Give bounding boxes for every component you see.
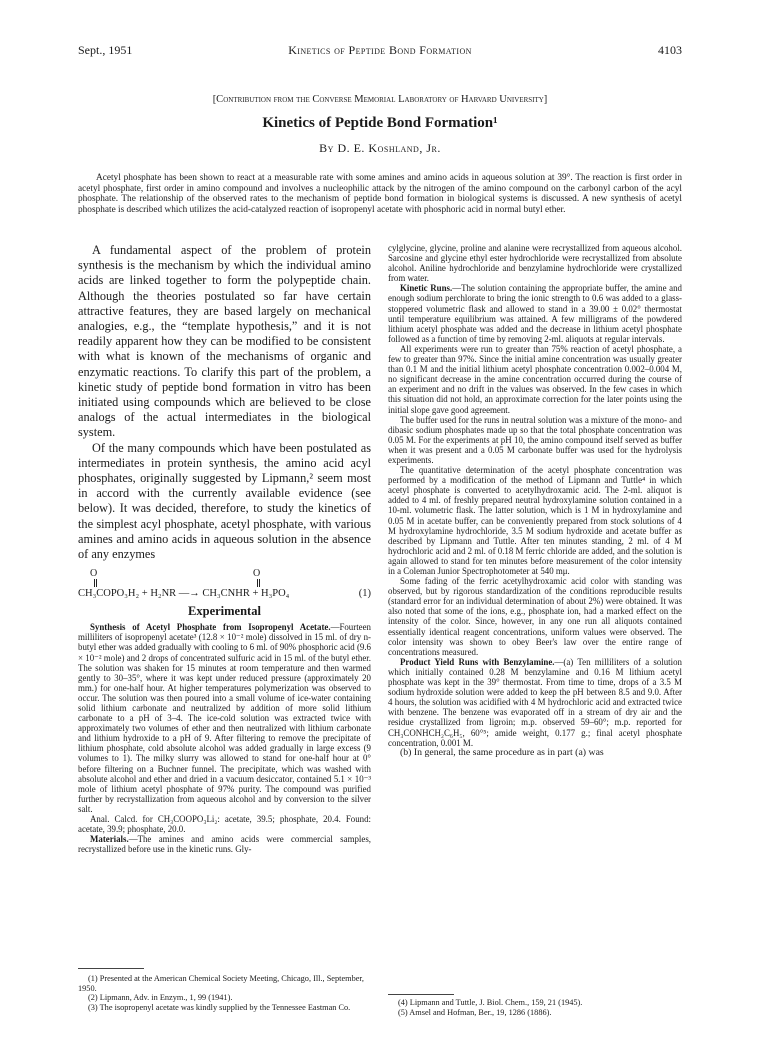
article-title: Kinetics of Peptide Bond Formation¹ [262, 115, 498, 131]
double-bond-right-2 [259, 579, 261, 587]
footnote-2: (2) Lipmann, Adv. in Enzym., 1, 99 (1941). [88, 993, 233, 1003]
contribution-line: [Contribution from the Converse Memorial Laboratory of Harvard University] [212, 94, 548, 105]
kinetic-runs-body: —The solution containing the appropriate buffer, the amine and enough sodium perchlorate to bring the ionic strength to 0.6 was added to a glass-stoppered volumetric flask and allowed to stand in a 39.00 ± 0.02° thermostat until temperature equilibrium was attained. A few milligrams of the powdered lithium acetyl phosphate was added and the decrease in lithium acetyl phosphate followed as a function of time by removing 2-ml. aliquots at regular intervals. [388, 283, 682, 344]
synthesis-body: —Fourteen milliliters of isopropenyl acetate³ (12.8 × 10⁻² mole) dissolved in 15 ml. of dry n-butyl ether was added gradually with cooling to 6 ml. of 90% phosphoric acid (9.6 × 10⁻² mole) and 2 drops of concentrated sulfuric acid in 15 ml. of the butyl ether. The solution was shaken for 15 minutes at room temperature and then warmed gently to 30–35°, where it was kept under reduced pressure (approximately 20 mm.) for one-half hour. At higher temperatures polymerization was observed to occur. The solution was then poured into a small volume of ice-water containing solid lithium carbonate and neutralized by addition of more solid lithium carbonate to a pH of 3–4. The ice-cold solution was extracted twice with approximately two volumes of ether and then neutralized with lithium carbonate and lithium hydroxide to a pH of 9. After filtering to remove the precipitate of lithium phosphate, cold absolute alcohol was added gradually in large excess (9 volumes to 1). The milky slurry was allowed to stand for one-half hour at 0° before filtering on a Buchner funnel. The precipitate, which was washed with absolute alcohol and ether and dried in a vacuum desiccator, contained 5.1 × 10⁻³ mole of lithium acetyl phosphate of 97% purity. The compound was purified further by recrystallization from aqueous alcohol and by conversion to the silver salt. [78, 622, 371, 814]
author-line: By D. E. Koshland, Jr. [319, 141, 441, 155]
abstract: Acetyl phosphate has been shown to react at a measurable rate with some amines and amino acids in aqueous solution at 39°. The reaction is first order in acetyl phosphate, first order in amino compound and involves a nucleophilic attack by the nitrogen of the amino compound on the carbonyl carbon of the acyl phosphate. The relationship of the observed rates to the mechanism of peptide bond formation in biological systems is discussed. A new synthesis of acetyl phosphate is described which utilizes the acid-catalyzed reaction of isopropenyl acetate with phosphoric acid in normal butyl ether. [78, 173, 682, 216]
materials-continued: cylglycine, glycine, proline and alanine were recrystallized from aqueous alcohol. Sarcosine and glycine ethyl ester hydrochloride were recrystallized from absolute alcohol. Aniline hydrochloride and benzylamine hydrochloride were crystallized from water. [388, 243, 682, 284]
carbonyl-oxygen-right: O [253, 568, 261, 580]
analysis-paragraph: Anal. Calcd. for CH₃COOPO₃Li₂: acetate, 39.5; phosphate, 20.4. Found: acetate, 39.9; phosphate, 20.0. [78, 814, 371, 835]
equation-text: CH₃COPO₃H₂ + H₂NR —→ CH₃CNHR + H₃PO₄ [78, 588, 290, 600]
kinetic-runs-paragraph [388, 283, 682, 344]
footnote-rule-left [78, 968, 144, 969]
intro-paragraph-2: Of the many compounds which have been postulated as intermediates in protein synthesis, the amino acid acyl phosphates, originally suggested by Lipmann,² seem most in accord with the currently available evidence (see below). It was decided, therefore, to study the kinetics of the simplest acyl phosphate, acetyl phosphate, with various amines and amino acids in aqueous solution in the absence of any enzymes [78, 440, 371, 562]
running-title: Kinetics of Peptide Bond Formation [288, 43, 472, 57]
footnote-1: (1) Presented at the American Chemical Society Meeting, Chicago, Ill., September, 1950. [78, 974, 364, 993]
footnote-4: (4) Lipmann and Tuttle, J. Biol. Chem., 159, 21 (1945). [398, 998, 583, 1007]
product-yield-paragraph [388, 657, 682, 748]
issue-date: Sept., 1951 [78, 43, 133, 57]
synthesis-paragraph [78, 622, 371, 814]
kinetic-runs-heading: Kinetic Runs. [400, 283, 453, 294]
double-bond-left-2 [96, 579, 98, 587]
footnotes-left [78, 974, 371, 1012]
product-yield-body: —(a) Ten milliliters of a solution which initially contained 0.28 M benzylamine and 0.16 M lithium acetyl phosphate was kept in the 39° thermostat. From time to time, drops of a 3.5 M sodium hydroxide solution were added to keep the pH between 8.5 and 9.0. After 4 hours, the solution was acidified with 4 M hydrochloric acid and extracted twice with benzene. The benzene was evaporated off in a stream of dry air and the residue crystallized from ligroin; m.p. observed 59–60°; m.p. reported for CH₃CONHCH₂C₆H₅, 60°⁵; amide weight, 0.177 g.; final acetyl phosphate concentration, 0.001 M. [388, 656, 682, 748]
synthesis-heading: Synthesis of Acetyl Phosphate from Isopropenyl Acetate. [90, 622, 331, 633]
materials-paragraph [78, 834, 371, 854]
footnote-3: (3) The isopropenyl acetate was kindly supplied by the Tennessee Eastman Co. [88, 1002, 351, 1012]
intro-paragraph-1: A fundamental aspect of the problem of protein synthesis is the mechanism by which the individual amino acids are linked together to form the polypeptide chain. Although the theories postulated so far have certain attractive features, they are based largely on mechanical analogies, e.g., the “template hypothesis,” and it is not readily apparent how they can be modified to be consistent with what is known of the mechanisms of organic and enzymatic reactions. To clarify this part of the problem, a kinetic study of peptide bond formation in vitro has been initiated using compounds which are believed to be close analogs of the actual intermediates in the biological system. [78, 243, 371, 440]
reaction-equation [78, 568, 371, 602]
materials-heading: Materials. [90, 834, 129, 845]
footnote-5: (5) Amsel and Hofman, Ber., 19, 1286 (1886). [398, 1007, 552, 1017]
fading-paragraph: Some fading of the ferric acetylhydroxamic acid color with standing was observed, but by rigorous standardization of the conditions reproducible results (standard error for an individual determination of about 2%) were obtained. It was also noted that some of the ions, e.g., phosphate ion, had a marked effect on the intensity of the color. Since, however, in any one run all aliquots contained essentially identical reagent concentrations, uniform values were observed. The color intensity was shown to obey Beer's law over the entire range of concentrations measured. [388, 576, 682, 657]
buffer-paragraph: The buffer used for the runs in neutral solution was a mixture of the mono- and dibasic sodium phosphates made up so that the total phosphate concentration was 0.05 M. For the experiments at pH 10, the amino compound itself served as buffer when it was present and a 0.05 M carbonate buffer was used for the hydrolysis experiments. [388, 414, 682, 465]
page-number: 4103 [658, 43, 682, 57]
running-head [78, 43, 682, 59]
footnotes-right [388, 998, 682, 1017]
equation-number: (1) [358, 588, 371, 600]
carbonyl-oxygen-left: O [90, 568, 98, 580]
section-heading-experimental: Experimental [188, 604, 261, 619]
part-b-paragraph: (b) In general, the same procedure as in part (a) was [400, 746, 604, 758]
product-yield-heading: Product Yield Runs with Benzylamine. [400, 656, 555, 667]
right-column [388, 243, 682, 758]
quantitative-paragraph: The quantitative determination of the acetyl phosphate concentration was performed by a modification of the method of Lipmann and Tuttle⁴ in which acetyl phosphate is converted to acetylhydroxamic acid. The 2-ml. aliquot is added to 4 ml. of freshly prepared neutral hydroxylamine solution contained in a 10-ml. volumetric flask. The latter solution, which is 1 M in hydroxylamine and 0.05 M in acetate buffer, can be conveniently prepared from stock solutions of 4 M hydroxylamine hydrochloride, 3.5 M sodium hydroxide and acetate buffer as described by Lipmann and Tuttle. After ten minutes standing, 2 ml. of 4 M hydrochloric acid and 2 ml. of 0.18 M ferric chloride are added, and the solution is again allowed to stand for ten minutes before measurement of the color intensity in a Coleman Junior Spectrophotometer at 540 mμ. [388, 465, 682, 576]
left-column [78, 243, 371, 854]
footnote-rule-right [388, 994, 454, 995]
experiments-paragraph: All experiments were run to greater than 75% reaction of acetyl phosphate, a few to greater than 97%. Since the initial amine concentration was usually greater than 0.1 M and the initial lithium acetyl phosphate concentration 0.002–0.004 M, no significant decrease in the amine concentration occurred during the course of an experiment and no drift in the values was observed. In the few cases in which this situation did not hold, an approximate correction for the later points using the initial slope gave good agreement. [388, 343, 682, 415]
materials-body: —The amines and amino acids were commercial samples, recrystallized before use in the kinetic runs. Gly- [78, 834, 371, 855]
